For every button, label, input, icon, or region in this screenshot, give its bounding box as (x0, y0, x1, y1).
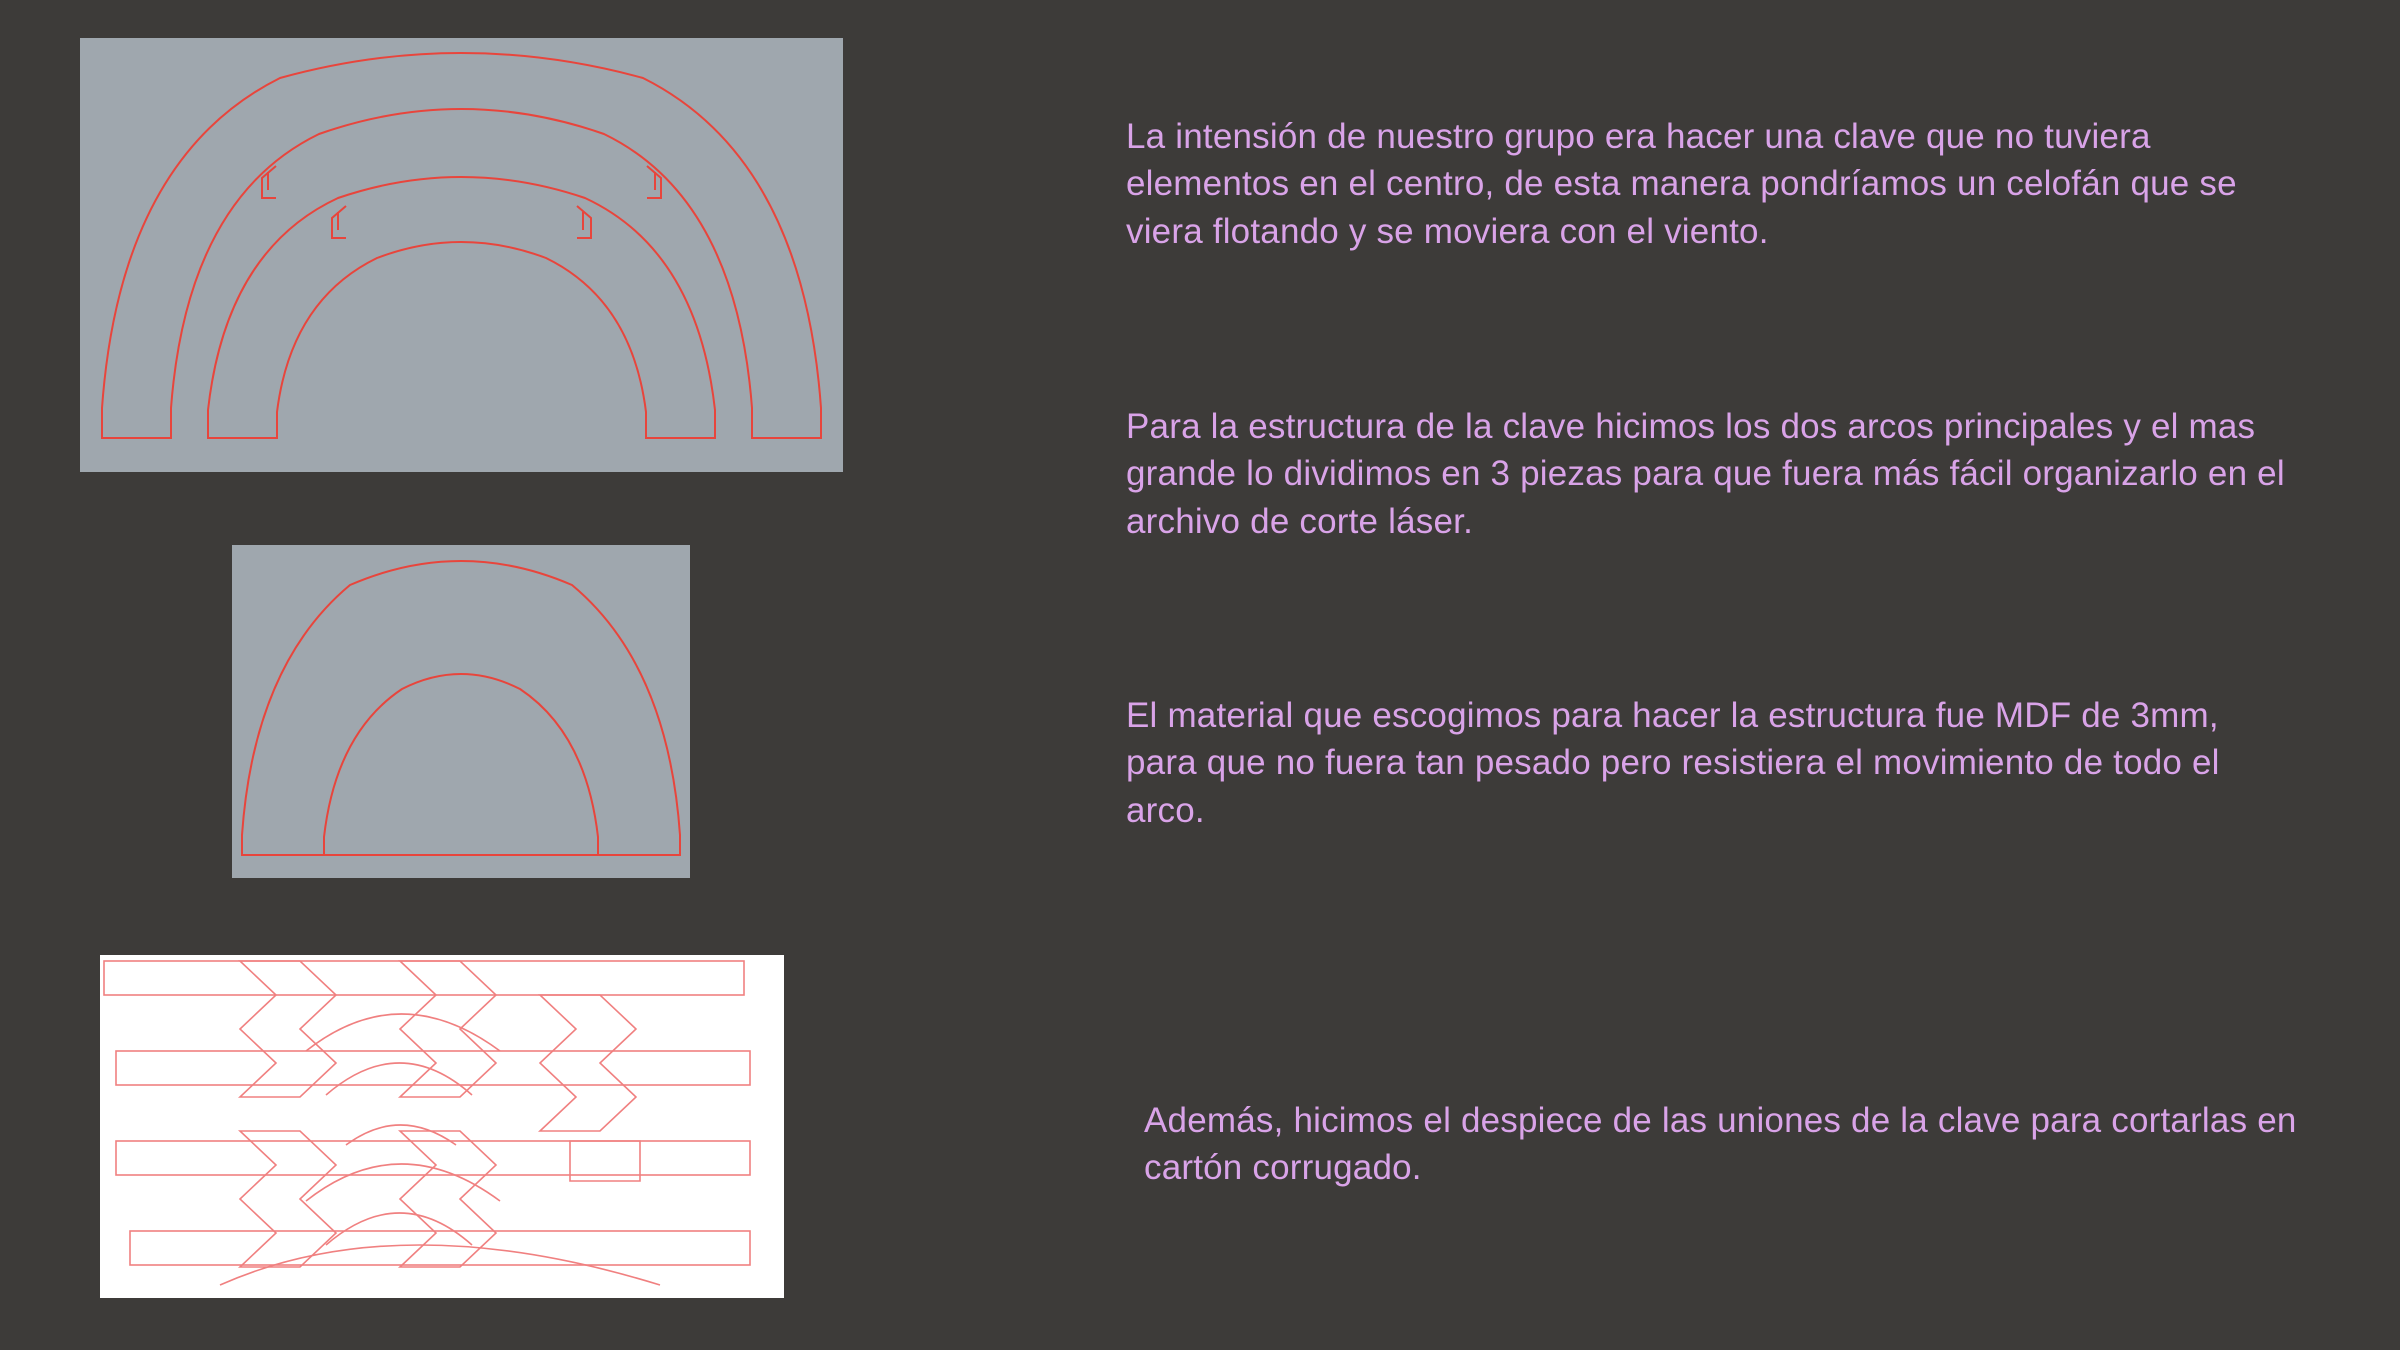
joint-pieces-vector (100, 955, 784, 1298)
laser-cut-drawing-large-arch (80, 38, 843, 472)
laser-cut-drawing-small-arch (232, 545, 690, 878)
paragraph-joints: Además, hicimos el despiece de las uniones de la clave para cortarlas en cartón corrugado. (1144, 1101, 2297, 1188)
paragraph-material: El material que escogimos para hacer la estructura fue MDF de 3mm, para que no fuera tan pesado pero resistiera el movimiento de todo el arco. (1126, 696, 2220, 830)
small-arch-vector (232, 545, 690, 878)
laser-cut-drawing-joint-pieces (100, 955, 784, 1298)
large-arch-vector (80, 38, 843, 472)
paragraph-structure: Para la estructura de la clave hicimos los dos arcos principales y el mas grande lo dividimos en 3 piezas para que fuera más fácil organizarlo en el archivo de corte láser. (1126, 407, 2285, 541)
paragraph-concept: La intensión de nuestro grupo era hacer una clave que no tuviera elementos en el centro, de esta manera pondríamos un celofán que se viera flotando y se moviera con el viento. (1126, 117, 2237, 251)
